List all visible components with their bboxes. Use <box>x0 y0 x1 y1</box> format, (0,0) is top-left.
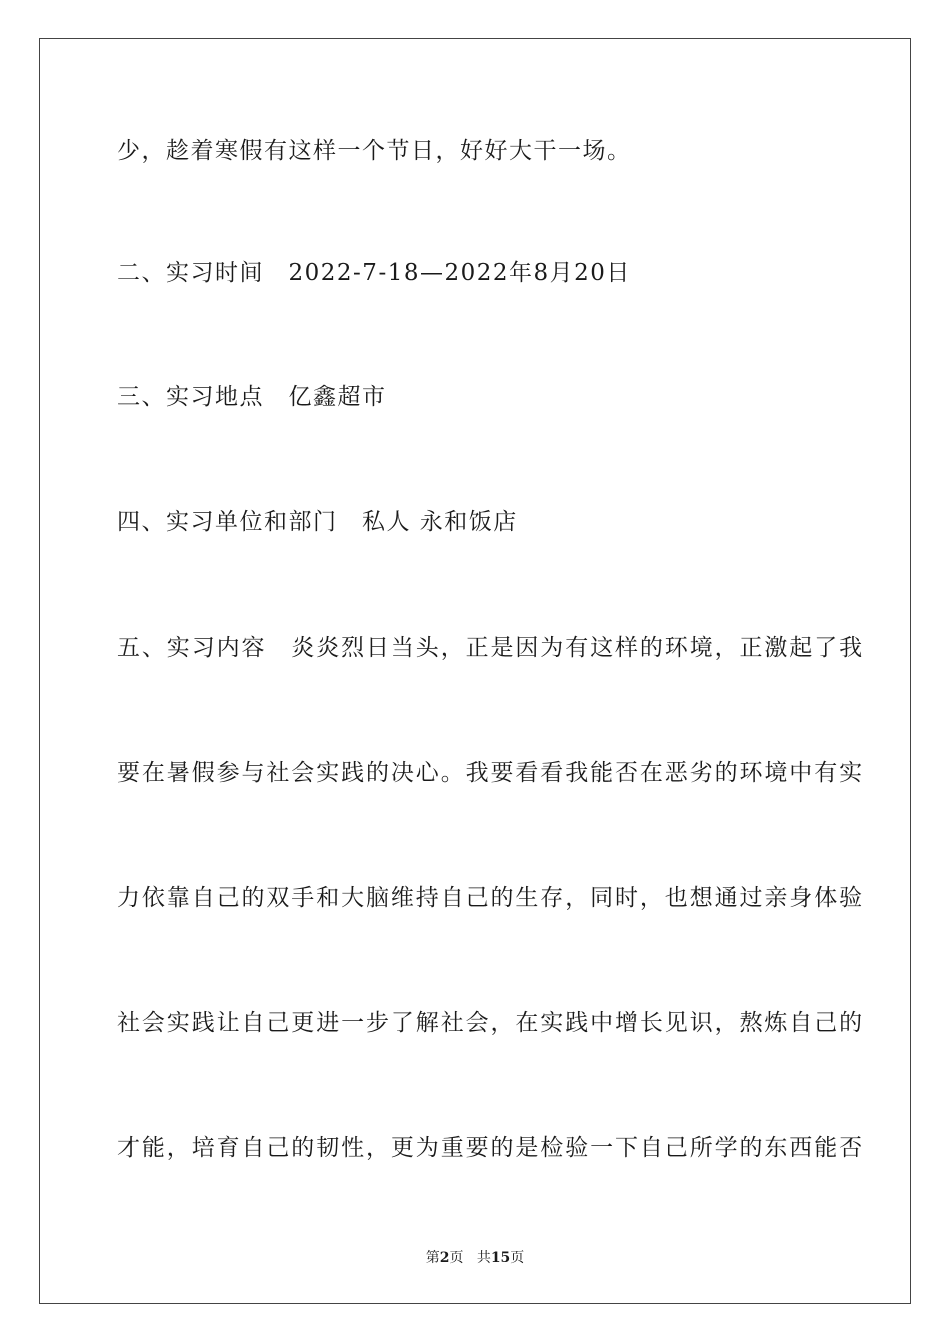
total-prefix: 共 <box>476 1250 491 1266</box>
text-line-1: 少，趁着寒假有这样一个节日，好好大干一场。 <box>117 138 632 164</box>
total-suffix: 页 <box>510 1250 525 1266</box>
page-border <box>39 38 911 1304</box>
text-line-9: 才能，培育自己的韧性，更为重要的是检验一下自己所学的东西能否 <box>117 1135 864 1161</box>
total-pages: 15 <box>490 1250 511 1266</box>
text-line-8: 社会实践让自己更进一步了解社会，在实践中增长见识，熬炼自己的 <box>117 1010 864 1036</box>
page-prefix: 第 <box>425 1250 440 1266</box>
page-footer <box>0 1249 950 1267</box>
text-line-7: 力依靠自己的双手和大脑维持自己的生存，同时，也想通过亲身体验 <box>117 885 864 911</box>
text-line-4: 四、实习单位和部门 私人 永和饭店 <box>117 509 518 535</box>
text-line-2: 二、实习时间 2022-7-18—2022年8月20日 <box>117 260 631 286</box>
text-line-6: 要在暑假参与社会实践的决心。我要看看我能否在恶劣的环境中有实 <box>117 760 864 786</box>
text-line-5: 五、实习内容 炎炎烈日当头，正是因为有这样的环境，正激起了我 <box>117 635 864 661</box>
page-number: 2 <box>439 1250 450 1266</box>
text-line-3: 三、实习地点 亿鑫超市 <box>117 384 387 410</box>
page-suffix: 页 <box>449 1250 464 1266</box>
